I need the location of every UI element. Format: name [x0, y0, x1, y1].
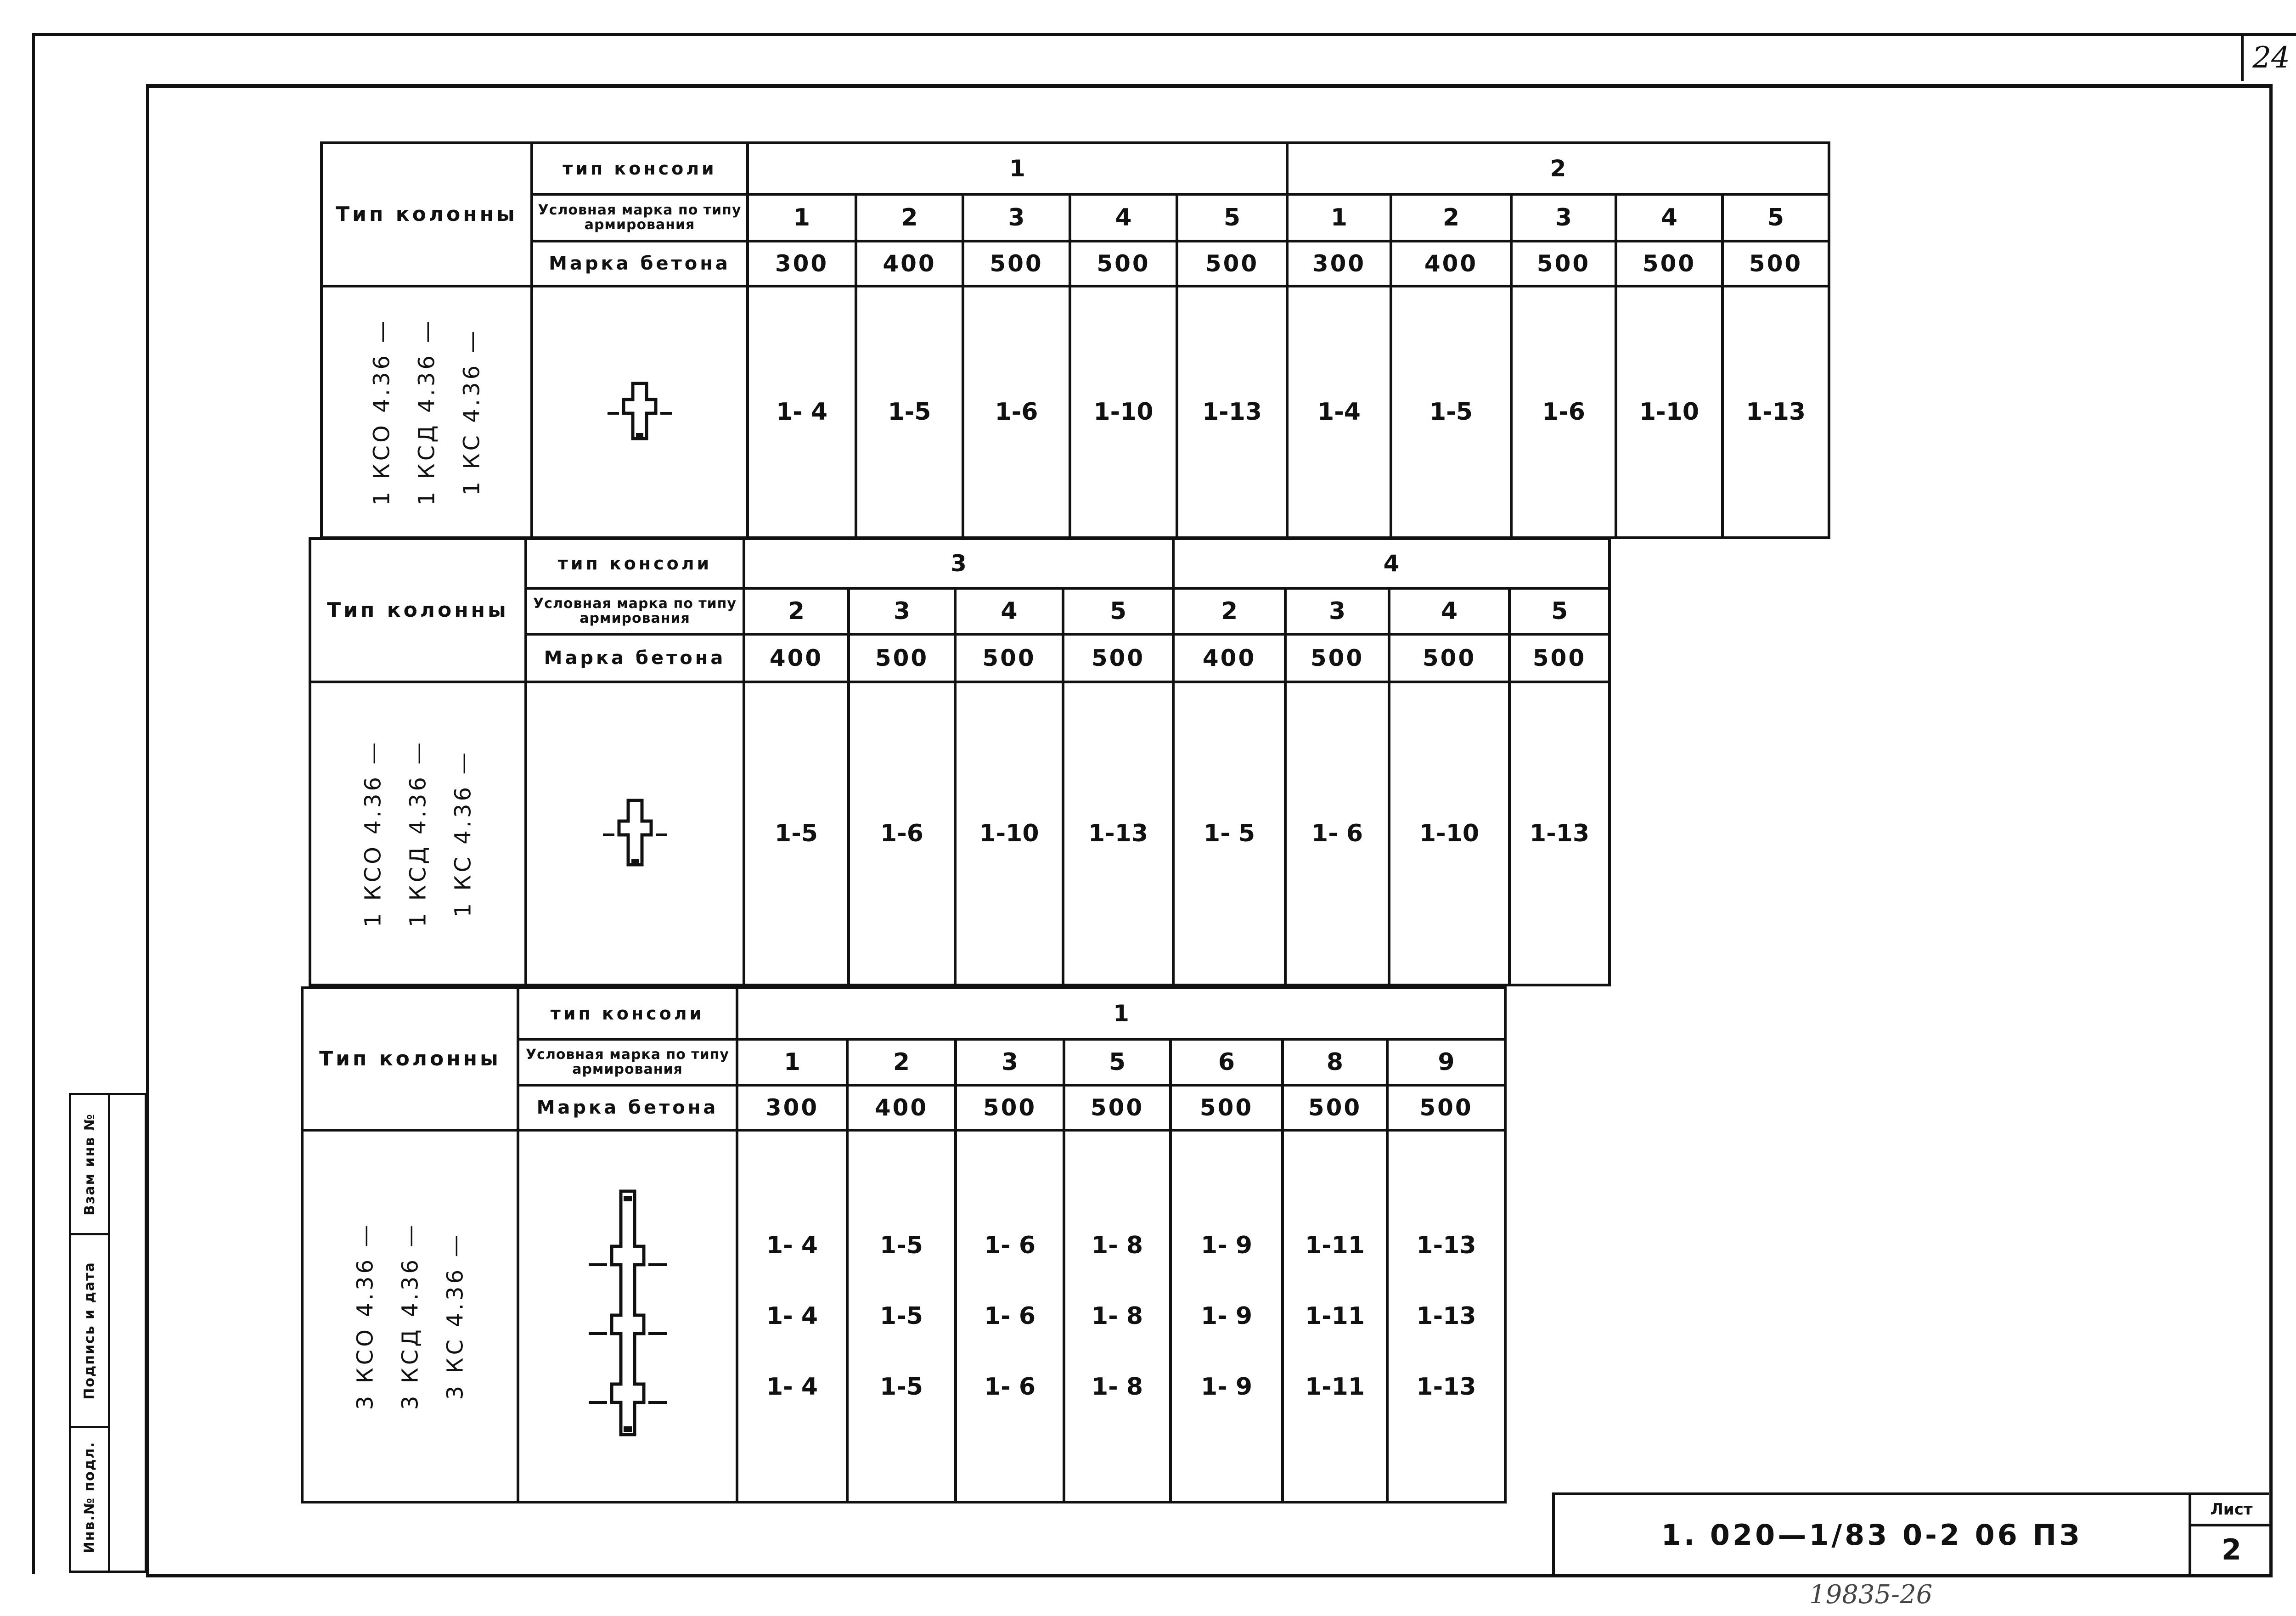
uslovnaya-marka-header: Условная марка по типу армирования	[532, 194, 748, 241]
strip-divider	[108, 1095, 110, 1571]
mark-cell: 4	[1616, 194, 1722, 241]
table-section-1	[320, 141, 1830, 539]
value-cell: 1- 4	[748, 286, 856, 538]
mark-cell: 9	[1387, 1039, 1505, 1085]
beton-cell: 500	[955, 634, 1063, 682]
value-line: 1- 9	[1200, 1232, 1253, 1259]
column-name: 1 КС 4.36 —	[450, 749, 476, 918]
value-cell: 1-6	[1511, 286, 1616, 538]
tip-konsoli-header: тип консоли	[532, 143, 748, 194]
beton-cell: 300	[748, 241, 856, 286]
beton-cell: 500	[1511, 241, 1616, 286]
beton-cell: 500	[1722, 241, 1829, 286]
beton-cell: 300	[1287, 241, 1391, 286]
archive-number: 19835-26	[1809, 1580, 1933, 1610]
uslovnaya-marka-header: Условная марка по типу армирования	[526, 588, 744, 634]
value-line: 1-13	[1416, 1232, 1476, 1259]
beton-cell: 400	[856, 241, 963, 286]
tip-kolonny-header: Тип колонны	[321, 143, 532, 286]
column-names	[302, 1130, 518, 1502]
value-line: 1- 9	[1200, 1302, 1253, 1330]
value-line: 1- 8	[1091, 1232, 1143, 1259]
table-section-3	[301, 986, 1507, 1503]
marka-betona-header: Марка бетона	[526, 634, 744, 682]
value-cell	[847, 1130, 956, 1502]
value-line: 1-5	[880, 1373, 923, 1401]
value-cell: 1-6	[849, 682, 955, 985]
value-cell: 1-5	[1391, 286, 1511, 538]
value-cell	[737, 1130, 847, 1502]
value-cell: 1-5	[744, 682, 849, 985]
value-cell	[956, 1130, 1064, 1502]
tip-kolonny-header: Тип колонны	[302, 988, 518, 1130]
column-name: 1 КСО 4.36 —	[360, 739, 386, 928]
mark-cell: 5	[1509, 588, 1609, 634]
value-cell: 1-6	[963, 286, 1070, 538]
column-names	[310, 682, 526, 985]
inv-podl-label: Инв.№ подл.	[81, 1441, 98, 1553]
value-cell: 1-10	[1070, 286, 1177, 538]
value-cell: 1-10	[1616, 286, 1722, 538]
value-line: 1-13	[1416, 1373, 1476, 1401]
beton-cell: 400	[1173, 634, 1285, 682]
uslovnaya-marka-header: Условная марка по типу армирования	[518, 1039, 737, 1085]
group-header: 1	[737, 988, 1505, 1039]
value-cell: 1- 5	[1173, 682, 1285, 985]
value-line: 1-5	[880, 1232, 923, 1259]
mark-cell: 8	[1283, 1039, 1387, 1085]
mark-cell: 3	[849, 588, 955, 634]
mark-cell: 6	[1171, 1039, 1283, 1085]
sheet-number: 24	[2241, 35, 2296, 81]
mark-cell: 4	[1070, 194, 1177, 241]
mark-cell: 5	[1064, 1039, 1171, 1085]
vzam-inv-cell	[71, 1095, 108, 1235]
beton-cell: 500	[1283, 1085, 1387, 1130]
value-line: 1-11	[1305, 1232, 1365, 1259]
column-name: 1 КС 4.36 —	[459, 328, 484, 496]
sheet-index: 2	[2221, 1532, 2242, 1566]
value-cell: 1-5	[856, 286, 963, 538]
value-line: 1-11	[1305, 1302, 1365, 1330]
mark-cell: 3	[1511, 194, 1616, 241]
triple-console-column-icon	[518, 1130, 737, 1502]
inv-podl-cell	[71, 1428, 108, 1566]
mark-cell: 2	[856, 194, 963, 241]
value-cell	[1387, 1130, 1505, 1502]
beton-cell: 500	[1063, 634, 1173, 682]
mark-cell: 2	[744, 588, 849, 634]
value-line: 1- 4	[766, 1302, 818, 1330]
tip-kolonny-header: Тип колонны	[310, 539, 526, 682]
sheet-box	[2189, 1495, 2272, 1574]
beton-cell: 500	[1389, 634, 1509, 682]
group-header: 1	[748, 143, 1287, 194]
beton-cell: 400	[847, 1085, 956, 1130]
beton-cell: 400	[1391, 241, 1511, 286]
group-header: 3	[744, 539, 1173, 588]
value-line: 1-11	[1305, 1373, 1365, 1401]
value-cell	[1171, 1130, 1283, 1502]
podpis-data-label: Подпись и дата	[81, 1261, 98, 1400]
marka-betona-header: Марка бетона	[518, 1085, 737, 1130]
tip-konsoli-header: тип консоли	[526, 539, 744, 588]
mark-cell: 1	[1287, 194, 1391, 241]
column-name: 1 КСД 4.36 —	[414, 318, 439, 506]
vzam-inv-label: Взам инв №	[81, 1113, 98, 1216]
value-cell: 1-10	[955, 682, 1063, 985]
document-code: 1. 020—1/83 0-2 06 ПЗ	[1661, 1518, 2082, 1552]
beton-cell: 500	[1509, 634, 1609, 682]
mark-cell: 5	[1722, 194, 1829, 241]
value-cell: 1-13	[1722, 286, 1829, 538]
value-line: 1- 6	[984, 1232, 1036, 1259]
value-line: 1-13	[1416, 1302, 1476, 1330]
mark-cell: 1	[748, 194, 856, 241]
value-cell: 1-13	[1177, 286, 1287, 538]
sheet-label: Лист	[2191, 1495, 2272, 1526]
mark-cell: 2	[1173, 588, 1285, 634]
beton-cell: 500	[1616, 241, 1722, 286]
cross-section-column-icon	[532, 286, 748, 538]
marka-betona-header: Марка бетона	[532, 241, 748, 286]
column-name: 1 КСО 4.36 —	[369, 318, 394, 506]
beton-cell: 500	[1387, 1085, 1505, 1130]
beton-cell: 500	[956, 1085, 1064, 1130]
column-name: 3 КСД 4.36 —	[397, 1222, 423, 1410]
mark-cell: 4	[955, 588, 1063, 634]
value-line: 1- 8	[1091, 1373, 1143, 1401]
cross-section-column-icon	[608, 374, 672, 448]
cross-section-column-icon	[603, 791, 667, 874]
mark-cell: 3	[956, 1039, 1064, 1085]
group-header: 2	[1287, 143, 1829, 194]
mark-cell: 2	[847, 1039, 956, 1085]
value-cell: 1-13	[1509, 682, 1609, 985]
value-line: 1- 8	[1091, 1302, 1143, 1330]
column-names	[321, 286, 532, 538]
value-line: 1-5	[880, 1302, 923, 1330]
mark-cell: 4	[1389, 588, 1509, 634]
side-stamp-strip	[69, 1093, 147, 1573]
title-block	[1552, 1492, 2269, 1574]
column-name: 3 КС 4.36 —	[442, 1232, 468, 1400]
beton-cell: 500	[1177, 241, 1287, 286]
value-cell: 1-10	[1389, 682, 1509, 985]
beton-cell: 500	[1070, 241, 1177, 286]
beton-cell: 300	[737, 1085, 847, 1130]
value-line: 1- 6	[984, 1373, 1036, 1401]
value-line: 1- 4	[766, 1232, 818, 1259]
cross-section-column-icon	[526, 682, 744, 985]
beton-cell: 400	[744, 634, 849, 682]
value-line: 1- 6	[984, 1302, 1036, 1330]
value-cell: 1- 6	[1285, 682, 1389, 985]
value-cell	[1064, 1130, 1171, 1502]
mark-cell: 3	[1285, 588, 1389, 634]
tip-konsoli-header: тип консоли	[518, 988, 737, 1039]
group-header: 4	[1173, 539, 1609, 588]
mark-cell: 5	[1177, 194, 1287, 241]
column-name: 1 КСД 4.36 —	[405, 739, 431, 928]
mark-cell: 5	[1063, 588, 1173, 634]
mark-cell: 2	[1391, 194, 1511, 241]
value-cell	[1283, 1130, 1387, 1502]
beton-cell: 500	[1171, 1085, 1283, 1130]
mark-cell: 1	[737, 1039, 847, 1085]
mark-cell: 3	[963, 194, 1070, 241]
beton-cell: 500	[1285, 634, 1389, 682]
beton-cell: 500	[1064, 1085, 1171, 1130]
podpis-data-cell	[71, 1235, 108, 1428]
value-cell: 1-4	[1287, 286, 1391, 538]
table-section-2	[309, 537, 1611, 986]
triple-console-column-icon	[589, 1187, 667, 1444]
beton-cell: 500	[963, 241, 1070, 286]
value-cell: 1-13	[1063, 682, 1173, 985]
value-line: 1- 9	[1200, 1373, 1253, 1401]
beton-cell: 500	[849, 634, 955, 682]
column-name: 3 КСО 4.36 —	[352, 1222, 378, 1410]
value-line: 1- 4	[766, 1373, 818, 1401]
